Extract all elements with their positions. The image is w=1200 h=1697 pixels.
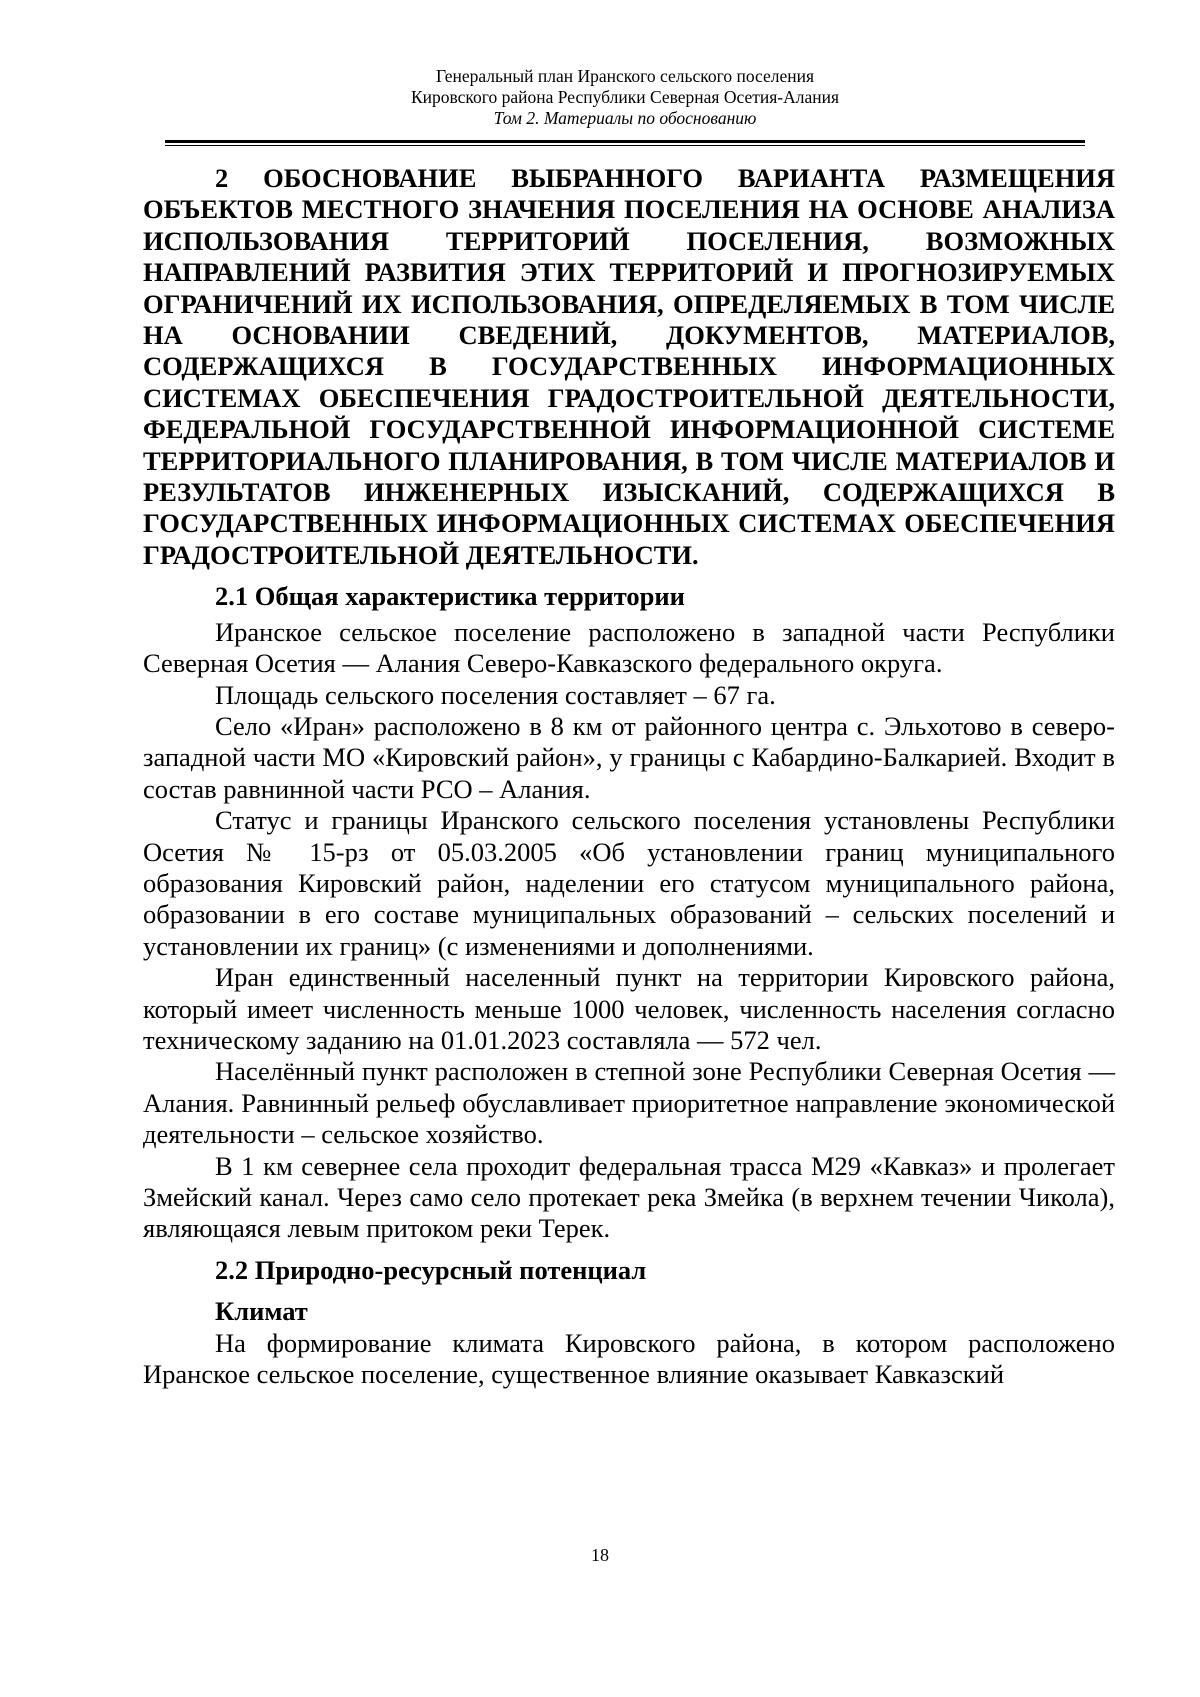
paragraph: Село «Иран» расположено в 8 км от районного центра с. Эльхотово в северо-западной части МО «Кировский район», у границы с Кабардино-Балкарией. Входит в состав равнинной части РСО – Алания.	[143, 710, 1115, 804]
paragraph: Иранское сельское поселение расположено в западной части Республики Северная Осетия — Алания Северо-Кавказского федерального округа.	[143, 616, 1115, 679]
paragraph: Населённый пункт расположен в степной зоне Республики Северная Осетия — Алания. Равнинный рельеф обуславливает приоритетное направление экономической деятельности – сельское хозяйство.	[143, 1056, 1115, 1150]
paragraph: Иран единственный населенный пункт на территории Кировского района, который имеет численность меньше 1000 человек, численность населения согласно техническому заданию на 01.01.2023 составляла — 572 чел.	[143, 962, 1115, 1055]
paragraph: На формирование климата Кировского района, в котором расположено Иранское сельское поселение, существенное влияние оказывает Кавказский	[143, 1327, 1115, 1390]
subsection-climate-title: Климат	[215, 1296, 308, 1327]
page-body	[143, 163, 1115, 1390]
paragraph: Площадь сельского поселения составляет – 67 га.	[215, 679, 776, 710]
page-number: 18	[591, 1545, 609, 1565]
header-line-1: Генеральный план Иранского сельского поселения	[435, 66, 815, 86]
section-2-2-title: 2.2 Природно-ресурсный потенциал	[215, 1254, 647, 1285]
chapter-title: 2 ОБОСНОВАНИЕ ВЫБРАННОГО ВАРИАНТА РАЗМЕЩЕНИЯ ОБЪЕКТОВ МЕСТНОГО ЗНАЧЕНИЯ ПОСЕЛЕНИЯ НА ОСНОВЕ АНАЛИЗА ИСПОЛЬЗОВАНИЯ ТЕРРИТОРИЙ ПОСЕЛЕНИЯ, ВОЗМОЖНЫХ НАПРАВЛЕНИЙ РАЗВИТИЯ ЭТИХ ТЕРРИТОРИЙ И ПРОГНОЗИРУЕМЫХ ОГРАНИЧЕНИЙ ИХ ИСПОЛЬЗОВАНИЯ, ОПРЕДЕЛЯЕМЫХ В ТОМ ЧИСЛЕ НА ОСНОВАНИИ СВЕДЕНИЙ, ДОКУМЕНТОВ, МАТЕРИАЛОВ, СОДЕРЖАЩИХСЯ В ГОСУДАРСТВЕННЫХ ИНФОРМАЦИОННЫХ СИСТЕМАХ ОБЕСПЕЧЕНИЯ ГРАДОСТРОИТЕЛЬНОЙ ДЕЯТЕЛЬНОСТИ, ФЕДЕРАЛЬНОЙ ГОСУДАРСТВЕННОЙ ИНФОРМАЦИОННОЙ СИСТЕМЕ ТЕРРИТОРИАЛЬНОГО ПЛАНИРОВАНИЯ, В ТОМ ЧИСЛЕ МАТЕРИАЛОВ И РЕЗУЛЬТАТОВ ИНЖЕНЕРНЫХ ИЗЫСКАНИЙ, СОДЕРЖАЩИХСЯ В ГОСУДАРСТВЕННЫХ ИНФОРМАЦИОННЫХ СИСТЕМАХ ОБЕСПЕЧЕНИЯ ГРАДОСТРОИТЕЛЬНОЙ ДЕЯТЕЛЬНОСТИ.	[143, 163, 1115, 570]
running-header	[165, 66, 1085, 129]
paragraph: В 1 км севернее села проходит федеральная трасса М29 «Кавказ» и пролегает Змейский канал. Через само село протекает река Змейка (в верхнем течении Чикола), являющаяся левым притоком реки Терек.	[143, 1150, 1115, 1244]
header-rule-thick	[165, 140, 1085, 143]
header-line-2: Кировского района Республики Северная Осетия-Алания	[410, 87, 840, 107]
header-rule-thin	[165, 145, 1085, 146]
paragraph: Статус и границы Иранского сельского поселения установлены Республики Осетия № 15-рз от 05.03.2005 «Об установлении границ муниципального образования Кировский район, наделении его статусом муниципального района, образовании в его составе муниципальных образований – сельских поселений и установлении их границ» (с изменениями и дополнениями.	[143, 805, 1115, 961]
header-line-3: Том 2. Материалы по обоснованию	[493, 108, 757, 128]
section-2-1-title: 2.1 Общая характеристика территории	[215, 581, 685, 612]
